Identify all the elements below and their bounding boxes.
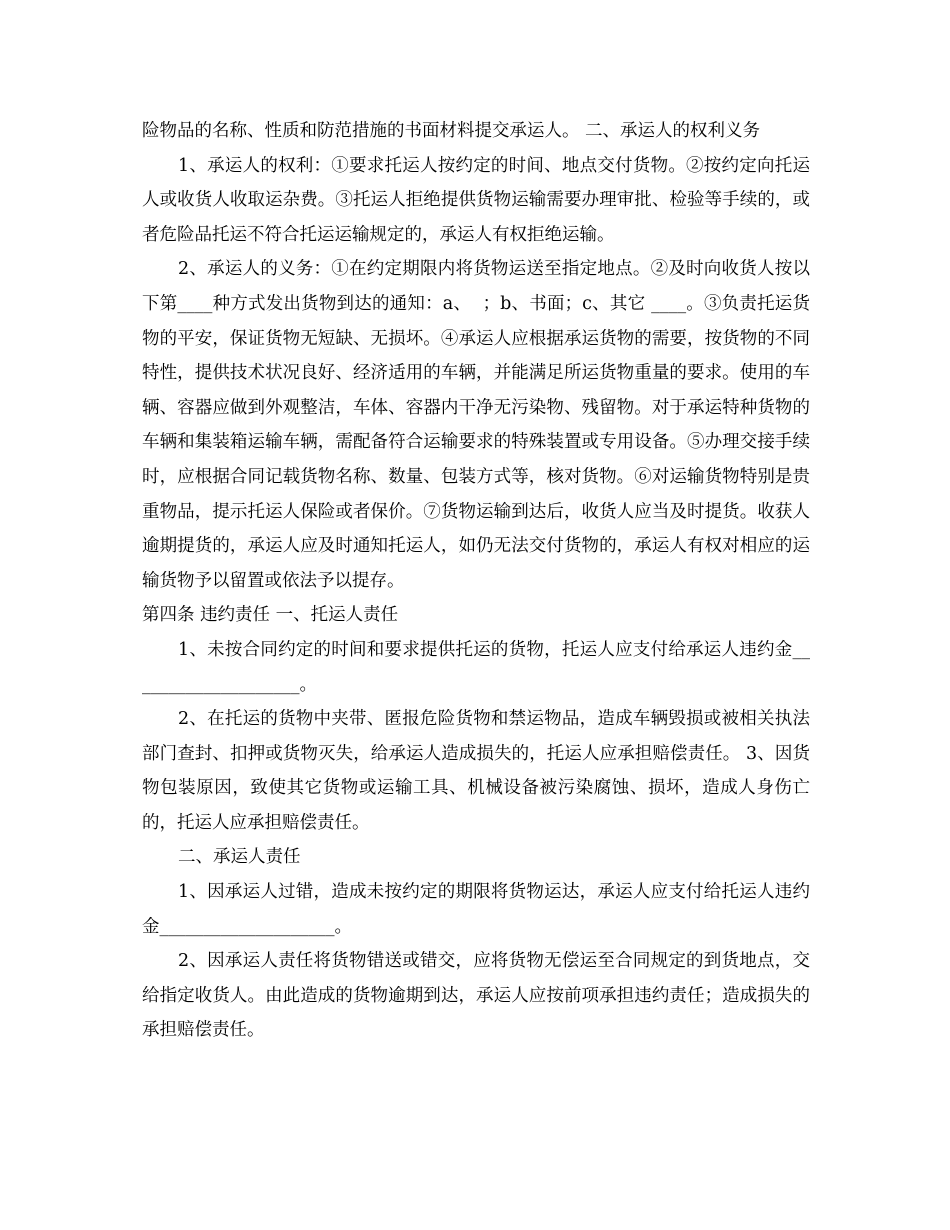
paragraph-carrier-rights: 1、承运人的权利：①要求托运人按约定的时间、地点交付货物。②按约定向托运人或收货人收取运杂费。③托运人拒绝提供货物运输需要办理审批、检验等手续的，或者危险品托运不符合托运运输规定的，承运人有权拒绝运输。 xyxy=(142,155,810,245)
paragraph-article-four-heading: 第四条 违约责任 一、托运人责任 xyxy=(142,605,399,626)
paragraph-hazmat-info: 险物品的名称、性质和防范措施的书面材料提交承运人。 二、承运人的权利义务 xyxy=(142,121,761,141)
paragraph-shipper-liability-2-3: 2、在托运的货物中夹带、匿报危险货物和禁运物品，造成车辆毁损或被相关执法部门查封、扣押或货物灭失，给承运人造成损失的，托运人应承担赔偿责任。 3、因货物包装原因，致使其它货物或运输工具、机械设备被污染腐蚀、损坏，造成人身伤亡的，托运人应承担赔偿责任。 xyxy=(142,709,810,833)
paragraph-carrier-liability-1: 1、因承运人过错，造成未按约定的期限将货物运达，承运人应支付给托运人违约金____________________。 xyxy=(142,882,810,937)
paragraph-carrier-obligations: 2、承运人的义务：①在约定期限内将货物运送至指定地点。②及时向收货人按以下第____种方式发出货物到达的通知：a、 ；b、书面；c、其它 ____。③负责托运货物的平安，保证货物无短缺、无损坏。④承运人应根据承运货物的需要，按货物的不同特性，提供技术状况良好、经济适用的车辆，并能满足所运货物重量的要求。使用的车辆、容器应做到外观整洁，车体、容器内干净无污染物、残留物。对于承运特种货物的车辆和集装箱运输车辆，需配备符合运输要求的特殊装置或专用设备。⑤办理交接手续时，应根据合同记载货物名称、数量、包装方式等，核对货物。⑥对运输货物特别是贵重物品，提示托运人保险或者保价。⑦货物运输到达后，收货人应当及时提货。收获人逾期提货的，承运人应及时通知托运人，如仍无法交付货物的，承运人有权对相应的运输货物予以留置或依法予以提存。 xyxy=(142,259,810,591)
paragraph-shipper-liability-1: 1、未按合同约定的时间和要求提供托运的货物，托运人应支付给承运人违约金____________________。 xyxy=(142,639,810,695)
paragraph-carrier-liability-heading: 二、承运人责任 xyxy=(178,847,301,868)
paragraph-carrier-liability-2: 2、因承运人责任将货物错送或错交，应将货物无偿运至合同规定的到货地点，交给指定收货人。由此造成的货物逾期到达，承运人应按前项承担违约责任；造成损失的承担赔偿责任。 xyxy=(142,951,810,1041)
